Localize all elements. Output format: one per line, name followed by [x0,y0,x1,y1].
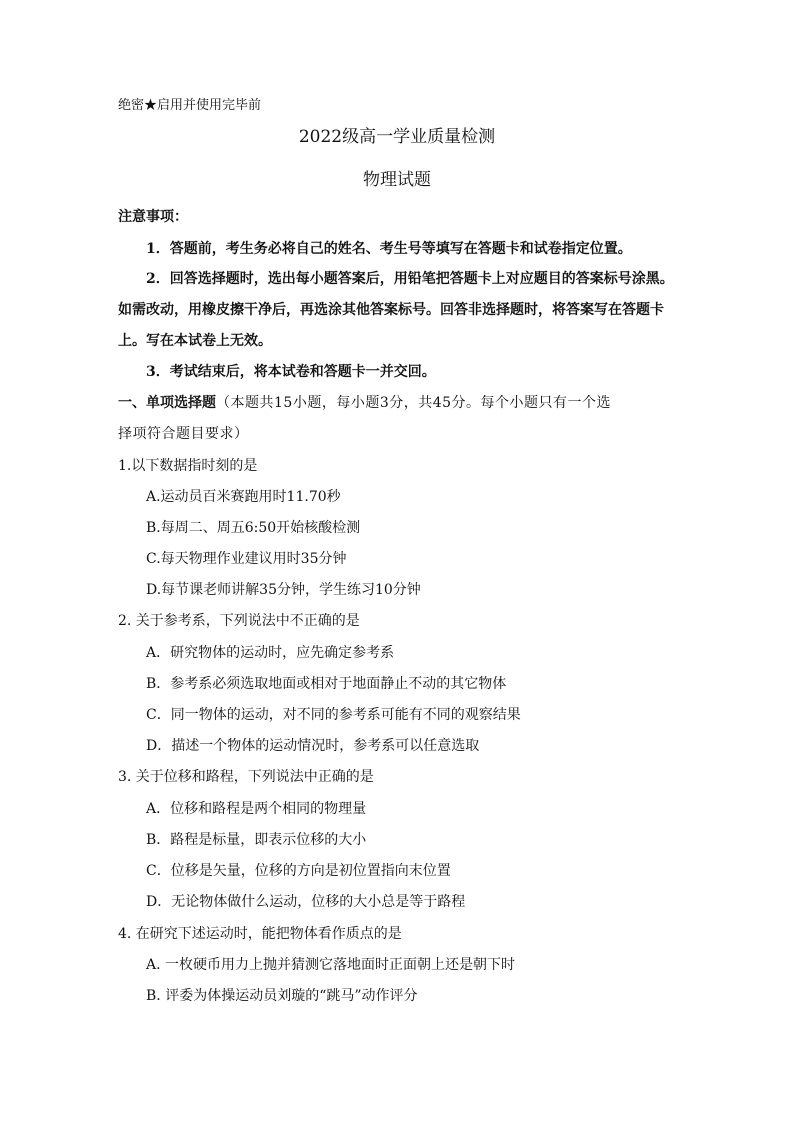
question-4-stem: 4. 在研究下述运动时，能把物体看作质点的是 [118,926,402,942]
question-1-option-c: C.每天物理作业建议用时35分钟 [146,551,347,567]
exam-subject: 物理试题 [363,170,431,190]
notice-item-1: 1．答题前，考生务必将自己的姓名、考生号等填写在答题卡和试卷指定位置。 [146,241,632,257]
question-3-option-b: B．路程是标量，即表示位移的大小 [146,832,367,848]
section-1-note-line1: （本题共15小题，每小题3分，共45分。每个小题只有一个选 [216,395,612,411]
question-2-option-c: C．同一物体的运动，对不同的参考系可能有不同的观察结果 [146,707,521,723]
section-1-heading: 一、单项选择题 [118,395,216,411]
confidential-label: 绝密★启用并使用完毕前 [118,98,262,113]
notice-item-3: 3．考试结束后，将本试卷和答题卡一并交回。 [146,364,436,380]
notice-item-2-line3: 上。写在本试卷上无效。 [118,333,272,349]
question-1-option-d: D.每节课老师讲解35分钟，学生练习10分钟 [146,582,421,598]
exam-title: 2022级高一学业质量检测 [298,127,496,147]
question-2-stem: 2. 关于参考系，下列说法中不正确的是 [118,613,360,629]
question-3-option-c: C．位移是矢量，位移的方向是初位置指向末位置 [146,863,451,879]
question-3-option-d: D．无论物体做什么运动，位移的大小总是等于路程 [146,894,466,910]
question-1-option-a: A.运动员百米赛跑用时11.70秒 [146,489,341,505]
notice-item-2-line1: 2．回答选择题时，选出每小题答案后，用铅笔把答题卡上对应题目的答案标号涂黑。 [146,271,674,287]
question-3-option-a: A．位移和路程是两个相同的物理量 [146,801,367,817]
question-3-stem: 3. 关于位移和路程，下列说法中正确的是 [118,769,374,785]
question-2-option-d: D．描述一个物体的运动情况时，参考系可以任意选取 [146,738,480,754]
question-1-option-b: B.每周二、周五6:50开始核酸检测 [146,520,361,536]
question-1-stem: 1.以下数据指时刻的是 [118,458,258,474]
question-2-option-b: B．参考系必须选取地面或相对于地面静止不动的其它物体 [146,676,507,692]
section-1-header [118,394,611,412]
question-4-option-b: B. 评委为体操运动员刘璇的“跳马”动作评分 [146,988,418,1004]
question-2-option-a: A．研究物体的运动时，应先确定参考系 [146,645,395,661]
notice-heading: 注意事项： [118,209,188,225]
notice-item-2-line2: 如需改动，用橡皮擦干净后，再选涂其他答案标号。回答非选择题时，将答案写在答题卡 [118,302,664,318]
question-4-option-a: A. 一枚硬币用力上抛并猜测它落地面时正面朝上还是朝下时 [146,957,516,973]
section-1-note-line2: 择项符合题目要求） [118,426,249,442]
